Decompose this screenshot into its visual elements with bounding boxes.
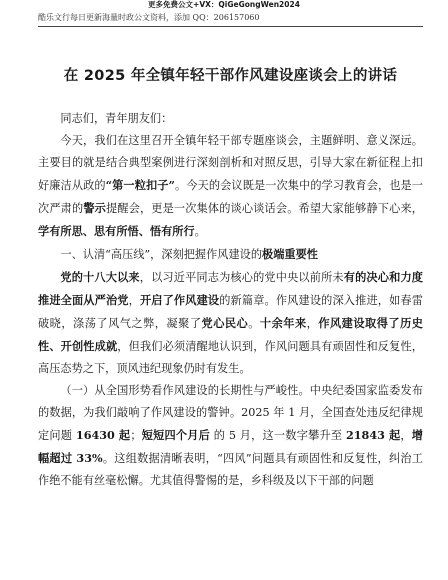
p1-warning-word: 警示 — [83, 201, 106, 215]
p2-text-d: ， — [128, 294, 140, 307]
p2-bold-i: 十余年来 — [259, 316, 307, 330]
greeting: 同志们，青年朋友们： — [60, 112, 173, 125]
p3-bold-d: 短短四个月后 — [141, 428, 211, 442]
p3-bold-h: 增幅超过 33% — [38, 428, 423, 465]
p3-bold-f: 21843 起 — [345, 428, 401, 442]
paragraph-1 — [38, 130, 423, 243]
p2-bold-g: 党心民心 — [201, 316, 249, 330]
header-note: 酷乐文行每日更新海量时政公文资料，添加 QQ：206157060 — [38, 13, 260, 22]
p2-text-h: 。 — [248, 317, 260, 330]
p1-text-c: 。今天的会议既是一次集中的学习教育会，也是一次严肃的 — [38, 179, 423, 215]
p2-bold-c: 有的决心和力度推进全面从严治党 — [38, 270, 423, 307]
p1-first-button-phrase: “第一粒扣子” — [105, 178, 175, 192]
p3-text-e: 的 5 月，这一数字攀升至 — [210, 429, 346, 442]
document-title: 在 2025 年全镇年轻干部作风建设座谈会上的讲话 — [63, 68, 398, 84]
p2-text-f: 的新篇章。作风建设的深入推进，如春雷破晓，涤荡了风气之弊，凝聚了 — [38, 294, 423, 330]
p3-text-g: ， — [400, 429, 412, 442]
section1-emphasis: 极端重要性 — [262, 247, 318, 261]
p2-bold-e: 开启了作风建设 — [139, 293, 220, 307]
p1-text-g: 。 — [194, 225, 206, 238]
p3-text-c: ； — [130, 429, 142, 442]
p2-text-j: ， — [306, 317, 319, 330]
p2-text-b: ，以习近平同志为核心的党中央以前所未 — [139, 271, 344, 284]
p2-text-l: ，但我们必须清醒地认识到，作风问题具有顽固性和反复性，高压态势之下，顶风违纪现象仍时有发生。 — [38, 340, 423, 375]
header-rule — [38, 26, 423, 27]
document-body — [38, 108, 423, 492]
section1-text: 一、认清“高压线”，深刻把握作风建设的 — [60, 248, 263, 261]
p1-text-e: 提醒会，更是一次集体的谈心谈话会。希望大家能够静下心来， — [105, 202, 423, 215]
paragraph-3 — [38, 380, 423, 492]
section-heading-1 — [38, 243, 423, 266]
p3-text-a: （一）从全国形势看作风建设的长期性与严峻性。中央纪委国家监委发布的数据，为我们敲响了作风建设的警钟。2025 年 1 月，全国查处违反纪律规定问题 — [38, 384, 423, 442]
paragraph-2 — [38, 266, 423, 380]
p3-bold-b: 16430 起 — [75, 428, 131, 442]
p2-bold-k: 作风建设取得了历史性、开创性成就 — [38, 316, 423, 353]
p3-text-i: 。这组数据清晰表明，“四风”问题具有顽固性和反复性，纠治工作绝不能有丝毫松懈。尤其值得警惕的是，乡科级及以下干部的问题 — [38, 452, 423, 487]
p1-text-a: 今天，我们在这里召开全镇年轻干部专题座谈会，主题鲜明、意义深远。主要目的就是结合典型案例进行深刻剖析和对照反思，引导大家在新征程上扣好廉洁从政的 — [38, 134, 423, 192]
p2-bold-a: 党的十八大以来 — [60, 270, 140, 284]
top-banner: 更多免费公文+VX：QiGeGongWen2024 — [148, 0, 300, 9]
p1-learning-phrase: 学有所思、思有所悟、悟有所行 — [38, 224, 195, 238]
